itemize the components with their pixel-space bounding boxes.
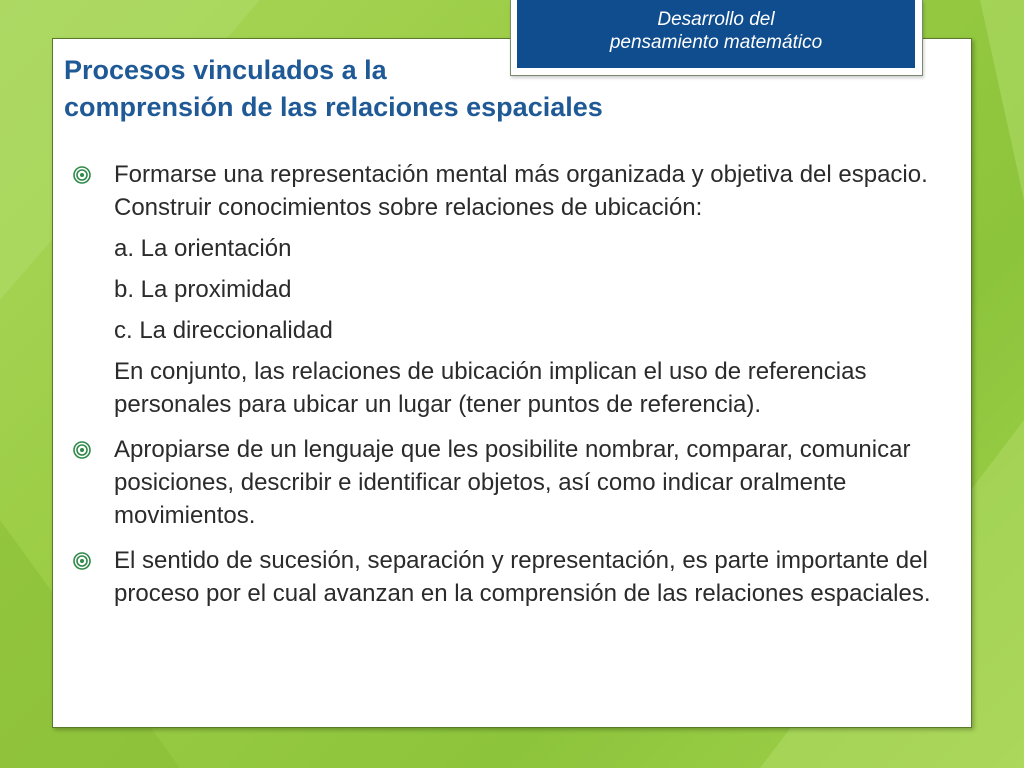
sub-item-text: b. La proximidad: [114, 276, 292, 303]
target-bullet-icon: [72, 551, 92, 571]
target-bullet-icon: [72, 440, 92, 460]
bullet-item-language: [62, 433, 962, 532]
bullet-item-sequence: [62, 544, 962, 610]
bullet-item-text: Apropiarse de un lenguaje que les posibilite nombrar, comparar, comunicar posiciones, describir e identificar objetos, así como indicar oralmente movimientos.: [114, 436, 911, 529]
sub-item-proximity: [62, 273, 962, 306]
bullet-item-representation: [62, 158, 962, 224]
slide-title: [64, 52, 864, 126]
content-list: [62, 158, 962, 610]
sub-item-text: c. La direccionalidad: [114, 317, 333, 344]
sub-item-text: a. La orientación: [114, 235, 292, 262]
paragraph-summary: [62, 355, 962, 421]
slide-title-line-1: Procesos vinculados a la: [64, 55, 387, 85]
bullet-item-text: Formarse una representación mental más organizada y objetiva del espacio. Construir conocimientos sobre relaciones de ubicación:: [114, 161, 928, 221]
sub-item-directionality: [62, 314, 962, 347]
section-badge-line-1: Desarrollo del: [657, 9, 775, 30]
target-bullet-icon: [72, 165, 92, 185]
bullet-item-text: El sentido de sucesión, separación y representación, es parte importante del proceso por el cual avanzan en la comprensión de las relaciones espaciales.: [114, 547, 931, 607]
sub-item-orientation: [62, 232, 962, 265]
section-badge-line-2: pensamiento matemático: [609, 32, 823, 53]
slide-title-line-2: comprensión de las relaciones espaciales: [64, 92, 603, 122]
paragraph-text: En conjunto, las relaciones de ubicación implican el uso de referencias personales para ubicar un lugar (tener puntos de referencia).: [114, 358, 867, 418]
